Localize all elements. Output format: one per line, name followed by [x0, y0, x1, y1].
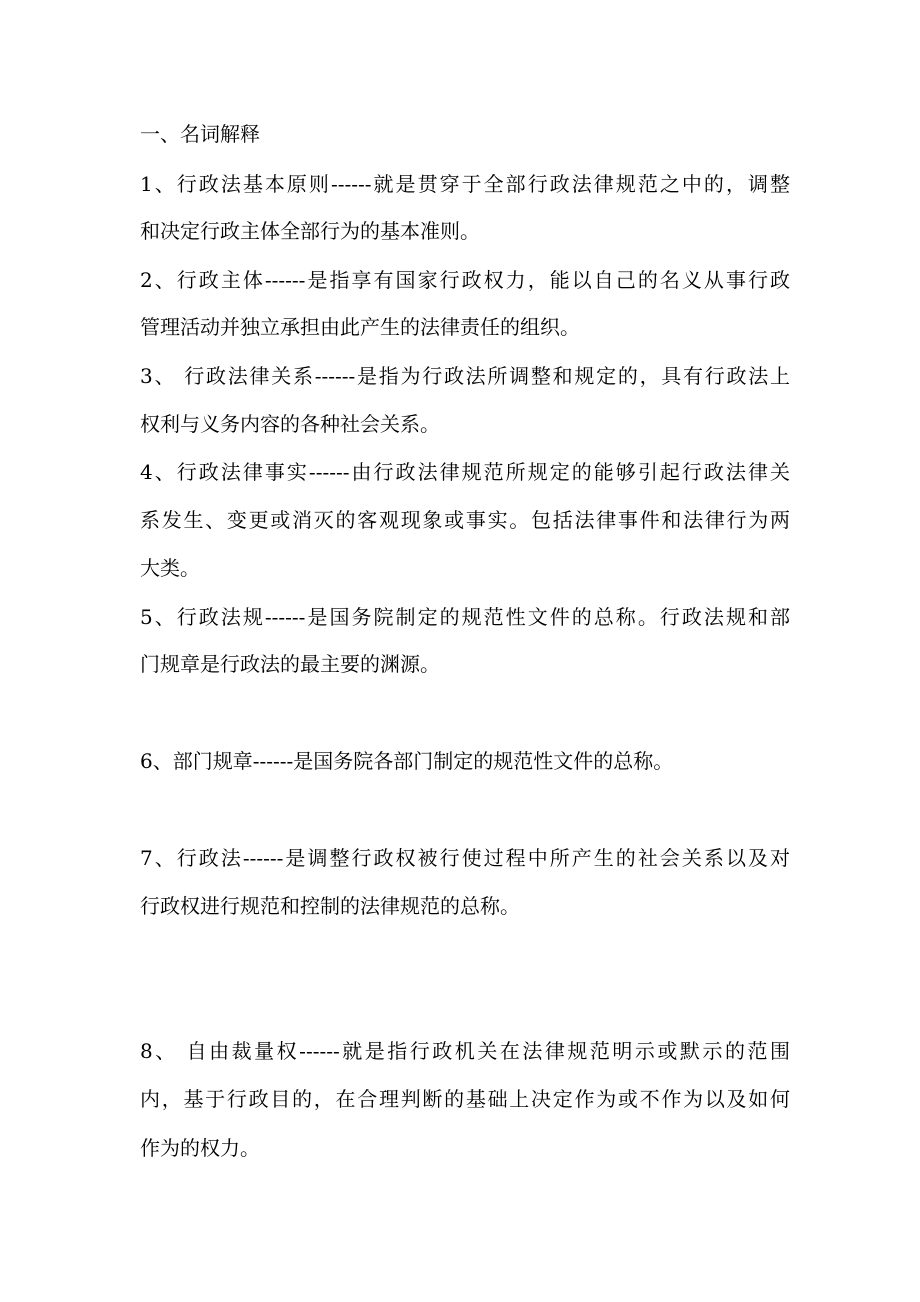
term-7-line-1: 7、行政法------是调整行政权被行使过程中所产生的社会关系以及对 [140, 846, 790, 870]
term-5-line-1: 5、行政法规------是国务院制定的规范性文件的总称。行政法规和部 [140, 605, 790, 629]
term-2-line-2: 管理活动并独立承担由此产生的法律责任的组织。 [140, 315, 580, 339]
term-3-line-2: 权利与义务内容的各种社会关系。 [140, 412, 440, 436]
term-8-line-3: 作为的权力。 [140, 1136, 260, 1160]
term-2-line-1: 2、行政主体------是指享有国家行政权力，能以自己的名义从事行政 [140, 268, 790, 292]
term-3-line-1: 3、 行政法律关系------是指为行政法所调整和规定的，具有行政法上 [140, 364, 790, 388]
term-8-line-1: 8、 自由裁量权------就是指行政机关在法律规范明示或默示的范围 [140, 1039, 790, 1063]
term-8-line-2: 内，基于行政目的，在合理判断的基础上决定作为或不作为以及如何 [140, 1087, 790, 1111]
term-6-line-1: 6、部门规章------是国务院各部门制定的规范性文件的总称。 [140, 749, 674, 773]
section-heading: 一、名词解释 [140, 122, 260, 146]
term-4-line-3: 大类。 [140, 556, 200, 580]
term-7-line-2: 行政权进行规范和控制的法律规范的总称。 [140, 894, 520, 918]
term-1-line-1: 1、行政法基本原则------就是贯穿于全部行政法律规范之中的，调整 [140, 172, 790, 196]
term-4-line-2: 系发生、变更或消灭的客观现象或事实。包括法律事件和法律行为两 [140, 508, 790, 532]
term-4-line-1: 4、行政法律事实------由行政法律规范所规定的能够引起行政法律关 [140, 460, 790, 484]
term-1-line-2: 和决定行政主体全部行为的基本准则。 [140, 219, 480, 243]
term-5-line-2: 门规章是行政法的最主要的渊源。 [140, 652, 440, 676]
